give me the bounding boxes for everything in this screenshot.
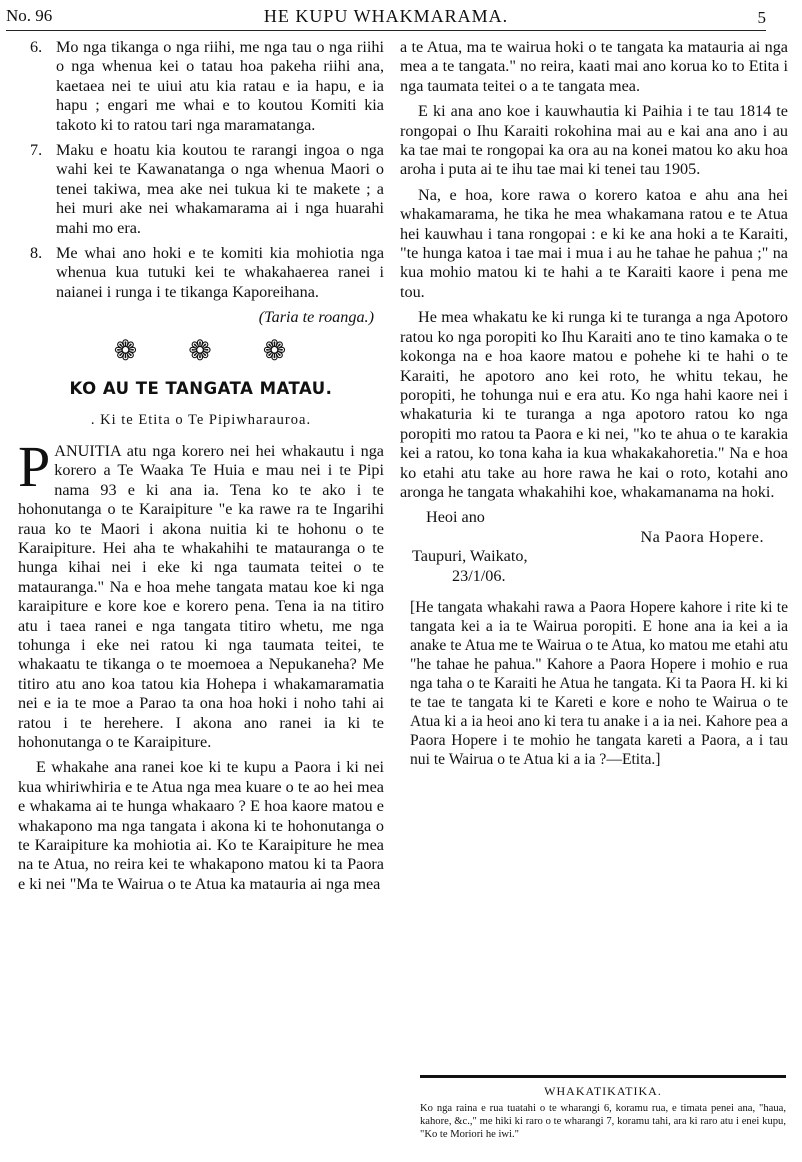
signature-closing: Heoi ano bbox=[426, 508, 485, 527]
publication-title: HE KUPU WHAKMARAMA. bbox=[263, 6, 509, 26]
article-paragraph bbox=[18, 433, 384, 753]
numbered-item bbox=[18, 141, 384, 238]
footer-rule bbox=[420, 1075, 786, 1078]
item-number: 6. bbox=[30, 38, 43, 56]
numbered-item bbox=[18, 244, 384, 302]
item-number: 7. bbox=[30, 141, 43, 160]
to-be-continued: (Taria te roanga.) bbox=[258, 308, 374, 327]
article-paragraph: E whakahe ana ranei koe ki te kupu a Paora i ki nei kua whiriwhiria e te Atua nga mea kuare o te ao hei mea e whakama ai te hunga whakaaro ? E hoa kaore matou e whakapono ma nga tangata i akona ki te hohonutanga o te Karaipiture ka mohiotia ai. Ko te Karaipiture he mea na te Atua, no reira kei te whakapono matou ki ta Paora e ki nei "Ma te Wairua o te Atua ka matauria ai nga mea bbox=[18, 758, 384, 893]
item-text: Maku e hoatu kia koutou te rarangi ingoa o nga wahi kei te Kawanatanga o nga whenua Maori o tenei takiwa, mea ake nei tukua ki te makete ; a hei muri ake nei whakamarama ai i nga huarahi mahi mo era. bbox=[56, 141, 384, 237]
article-paragraph: He mea whakatu ke ki runga ki te turanga a nga Apotoro ratou ko nga poropiti ko Ihu Karaiti ano te tino kamaka o te kokonga na e hoa kaore matou e pohehe ki te hahi o te Karaiti, he apotoro ano kei roto, he whitu tekau, he poropiti, he tohunga nui e era atu. Ko nga hahi kaore nei i whakaturia ki te turanga a nga apotoro ratou ko nga poropiti mo ratou ta Paora e ki nei, "ko te ahua o te karakia kei a ratou, ko tona kaha ia kua whakakahoretia." Na e hoa ko etahi atu take au hore rawa he kai o roto, kotahi ano aronga he tangata whakahihi koe, whakamanama na hoki. bbox=[400, 308, 788, 501]
page-number: 5 bbox=[757, 8, 766, 27]
drop-cap: P bbox=[18, 433, 51, 499]
signature-date: 23/1/06. bbox=[452, 566, 506, 585]
signature-place: Taupuri, Waikato, bbox=[412, 547, 528, 566]
page-header bbox=[6, 4, 766, 31]
left-column bbox=[18, 38, 384, 900]
signature-block bbox=[400, 508, 788, 586]
paragraph-text: ANUITIA atu nga korero nei hei whakautu i nga korero a Te Waaka Te Huia e mau nei i te Pipi nama 93 e ki ana ia. Tena ko te ako i te hohonutanga o te Karaipiture "e ka rawe ra te Ingarihi raua ko te Maori i akona nuitia ki te hohonu o te Karaipiture. Hei aha te whakahihi te matauranga o te hunga kihai nei i eke ki nga taumata teitei o te matauranga." Na e hoa mehe tangata matau koe ki nga karaipiture e kore koe e korero pena. Tena ia na titiro atu i taea ranei e nga tangata titiro whetu, me nga tohunga i eke nei ratou ki nga taumata teitei, te whakaatu te tikanga o te moemoea a Nepukaneha? Me titiro atu ano koa tatou kia Hohepa i whakamaramatia nei e ia te moe a Parao ta ona hoa hoki i noho tahi ai ratou i te herehere. I akona ano ranei ia ki te hohonutanga o te Karaipiture. bbox=[18, 441, 384, 751]
footer-text: Ko nga raina e rua tuatahi o te wharangi 6, koramu rua, e timata penei ana, "haua, kahore, &c.," me hiki ki raro o te wharangi 7, koramu tahi, ara ki raro atu i enei kupu, "Ko te Moriori he iwi." bbox=[420, 1103, 786, 1140]
issue-number: No. 96 bbox=[6, 6, 53, 25]
numbered-item bbox=[18, 38, 384, 135]
right-column bbox=[400, 38, 788, 769]
item-text: Mo nga tikanga o nga riihi, me nga tau o nga riihi o nga whenua kei o tatau hoa pakeha riihi ana, kaetaea nei te uiui atu kia ratau e ia hapu, e ia hapu ; engari me whai e to koutou Komiti kia takoto ki to ratou tari nga maramatanga. bbox=[56, 38, 384, 134]
article-title: KO AU TE TANGATA MATAU. bbox=[69, 379, 333, 399]
article-paragraph: E ki ana ano koe i kauwhautia ki Paihia i te tau 1814 te rongopai o Ihu Karaiti rokohina mai au e kai ana ano i au ka tae mai te rongopai ka ora au na konei matou ko aku hoa aroha i puta ai te ihu tae mai ki tenei tau 1905. bbox=[400, 102, 788, 179]
article-byline: . Ki te Etita o Te Pipiwharauroa. bbox=[90, 411, 312, 428]
item-number: 8. bbox=[30, 244, 43, 263]
article-paragraph: Na, e hoa, kore rawa o korero katoa e ahu ana hei whakamarama, he tika he mea whakamana ratou e te Atua hei kauwhau i tana rongopai : e ki ke ana hoki a te Karaiti, "te hunga katoa i tae mai i mua i au he tahae he pahua ;" na kua mohio matou ki te hahi a te Karaiti kaore i pena me tou. bbox=[400, 185, 788, 301]
editor-note: [He tangata whakahi rawa a Paora Hopere kahore i rite ki te tangata kei a ia te Wairua poropiti. E hone ana ia kei a ia anake te Atua me te Wairua o te Atua, ko matou me etahi atu "he tahae he pahua." Kahore a Paora Hopere i mohio e rua nga taha o te Karaiti he Atua he tangata. Ki ta Paora H. ki ki te tae te tangata ki te Kareti e kore e noho te Wairua o te Atua ki a ia heoi ano ki tera tu anake i a ia nei. Kahore pea a Paora Hopere i te mohio he tangata kareti a Paora, a i tau nui te Wairua o te Atua ki a ia ?—Etita.] bbox=[410, 598, 788, 768]
item-text: Me whai ano hoki e te komiti kia mohiotia nga whenua kua tutuki kei te whakahaerea ranei i naianei i runga i te tikanga Kaporeihana. bbox=[56, 244, 384, 301]
signature-name: Na Paora Hopere. bbox=[640, 527, 764, 546]
ornament-divider: ❁ ❁ ❁ bbox=[113, 335, 309, 367]
article-paragraph: a te Atua, ma te wairua hoki o te tangata ka matauria ai nga mea a te tangata." no reira, kaati mai ano korua ko to Etita i nga taumata teitei o a te tangata mea. bbox=[400, 38, 788, 95]
footer-title: WHAKATIKATIKA. bbox=[544, 1084, 662, 1098]
